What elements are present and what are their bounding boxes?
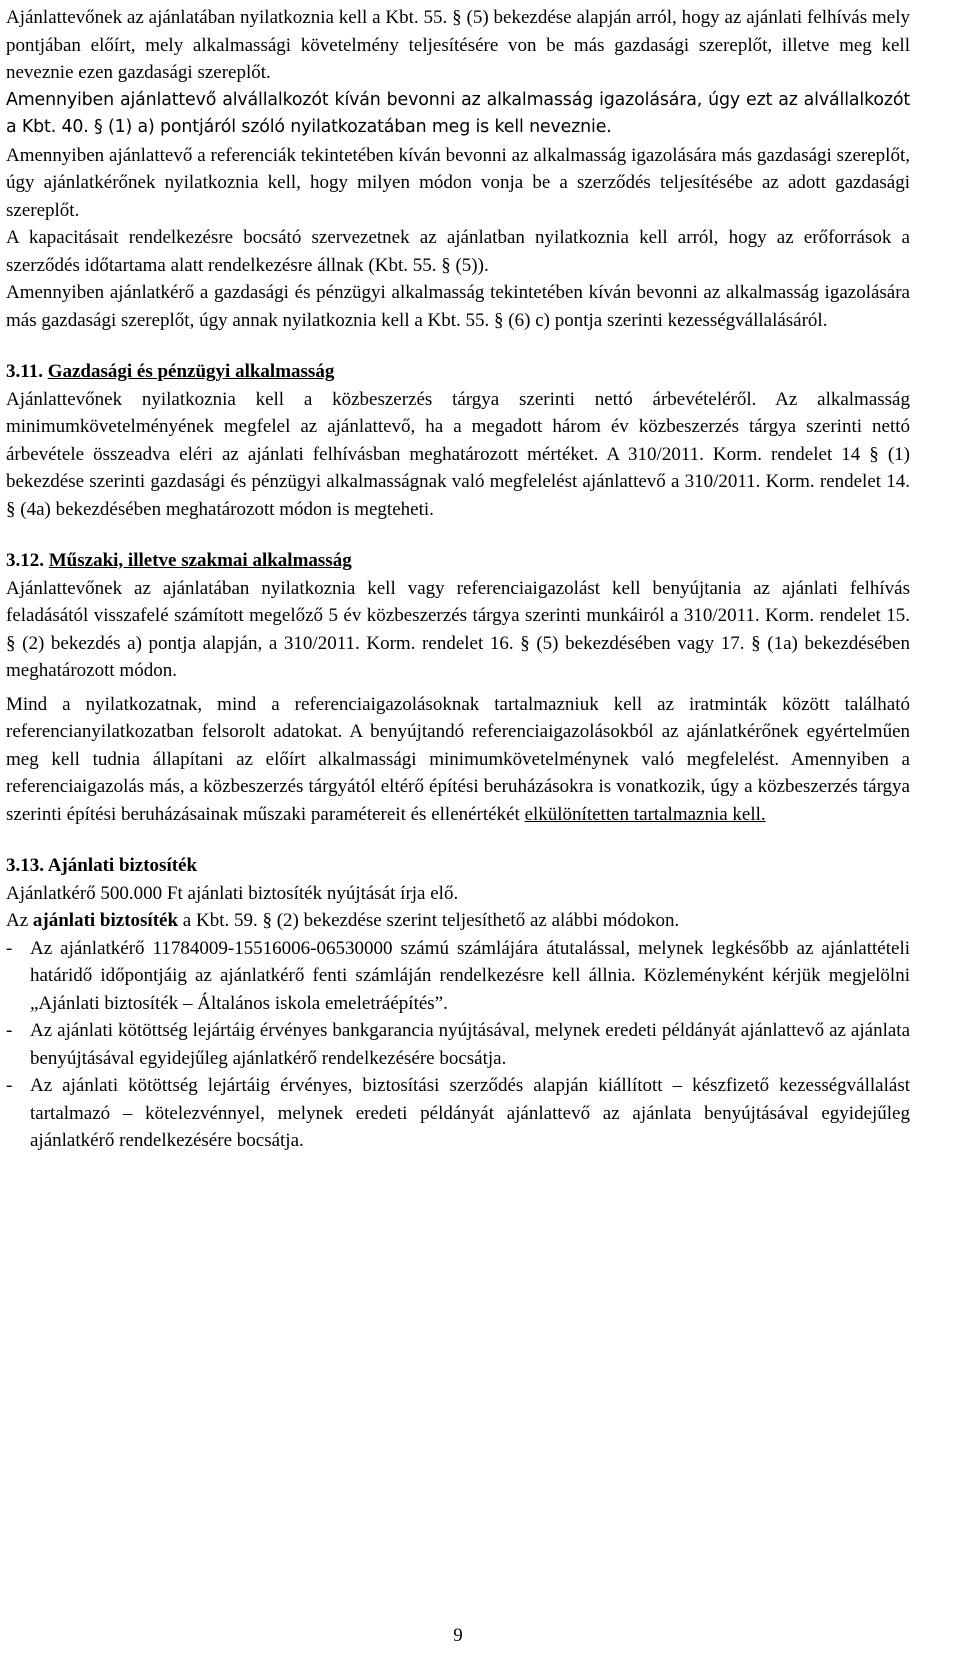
- section-3-13-heading: [6, 852, 910, 880]
- section-title: Műszaki, illetve szakmai alkalmasság: [48, 550, 352, 571]
- section-3-11-body: Ajánlattevőnek nyilatkoznia kell a közbeszerzés tárgya szerinti nettó árbevételéről. Az alkalmasság minimumkövetelményének megfelel az ajánlattevő, ha a megadott három év közbeszerzés tárgya szerinti nettó árbevétele összeadva eléri az ajánlati felhívásban meghatározott mértéket. A 310/2011. Korm. rendelet 14 § (1) bekezdése szerinti gazdasági és pénzügyi alkalmasságnak való megfelelést ajánlattevő a 310/2011. Korm. rendelet 14. § (4a) bekezdésében meghatározott módon is megteheti.: [6, 388, 910, 520]
- intro-paragraph-4: A kapacitásait rendelkezésre bocsátó szervezetnek az ajánlatban nyilatkoznia kell arról, hogy az erőforrások a szerződés időtartama alatt rendelkezésre állnak (Kbt. 55. § (5)).: [6, 227, 910, 276]
- section-3-11-heading: [6, 358, 910, 386]
- section-title: Ajánlati biztosíték: [47, 855, 198, 876]
- section-3-12-body-1: Ajánlattevőnek az ajánlatában nyilatkoznia kell vagy referenciaigazolást kell benyújtania az ajánlati felhívás feladásától visszafelé számított megelőző 5 év közbeszerzés tárgya szerinti munkáiról a 310/2011. Korm. rendelet 15. § (2) bekezdés a) pontja alapján, a 310/2011. Korm. rendelet 16. § (5) bekezdésében vagy 17. § (1a) bekezdésében meghatározott módon.: [6, 577, 910, 681]
- bullet-marker: -: [6, 937, 13, 959]
- list-item: [6, 935, 910, 1018]
- list-item-text: Az ajánlati kötöttség lejártáig érvényes bankgarancia nyújtásával, melynek eredeti példányát ajánlattevő az ajánlata benyújtásával egyidejűleg ajánlatkérő rendelkezésére bocsátja.: [30, 1020, 910, 1069]
- intro-paragraph-5: Amennyiben ajánlatkérő a gazdasági és pénzügyi alkalmasság tekintetében kíván bevonni az alkalmasság igazolására más gazdasági szereplőt, úgy annak nyilatkoznia kell a Kbt. 55. § (6) c) pontja szerinti kezességvállalásáról.: [6, 282, 910, 331]
- list-item-text: Az ajánlati kötöttség lejártáig érvényes, biztosítási szerződés alapján kiállított – készfizető kezességvállalást tartalmazó – kötelezvénnyel, melynek eredeti példányát ajánlattevő az ajánlata benyújtásával egyidejűleg ajánlatkérő rendelkezésére bocsátja.: [30, 1075, 910, 1151]
- text: Az: [6, 910, 33, 931]
- page-number: 9: [453, 1625, 463, 1646]
- section-number: 3.13.: [6, 855, 44, 876]
- text: a Kbt. 59. § (2) bekezdése szerint teljesíthető az alábbi módokon.: [178, 910, 680, 931]
- intro-paragraph-2: Amennyiben ajánlattevő alvállalkozót kíván bevonni az alkalmasság igazolására, úgy ezt az alvállalkozót a Kbt. 40. § (1) a) pontjáról szóló nyilatkozatában meg is kell neveznie.: [6, 89, 910, 137]
- underlined-text: elkülönítetten tartalmaznia kell.: [524, 803, 766, 825]
- bullet-marker: -: [6, 1075, 13, 1096]
- intro-paragraph-3: Amennyiben ajánlattevő a referenciák tekintetében kíván bevonni az alkalmasság igazolására más gazdasági szereplőt, úgy ajánlatkérőnek nyilatkoznia kell, hogy milyen módon vonja be a szerződés teljesítésébe az adott gazdasági szereplőt.: [6, 144, 910, 221]
- list-item: [6, 1017, 910, 1072]
- section-3-13-line-1: Ajánlatkérő 500.000 Ft ajánlati biztosíték nyújtását írja elő.: [6, 882, 459, 904]
- list-item: [6, 1072, 910, 1155]
- section-3-12-body-2: [6, 685, 910, 829]
- section-3-13-line-2: [6, 907, 910, 935]
- list-item-text: Az ajánlatkérő 11784009-15516006-06530000 számú számlájára átutalással, melynek legkésőbb az ajánlattételi határidő időpontjáig az ajánlatkérő fenti számláján rendelkezésre kell állnia. Közleményként kérjük megjelölni „Ajánlati biztosíték – Általános iskola emeletráépítés”.: [30, 937, 910, 1014]
- document-page: [6, 4, 910, 1155]
- section-3-12-heading: [6, 547, 910, 575]
- body-text: Mind a nyilatkozatnak, mind a referenciaigazolásoknak tartalmazniuk kell az iratminták között található referencianyilatkozatban felsorolt adatokat. A benyújtandó referenciaigazolásokból az ajánlatkérőnek egyértelműen meg kell tudnia állapítani az előírt alkalmassági minimumkövetelménynek való megfelelést. Amennyiben a referenciaigazolás más, a közbeszerzés tárgyától eltérő építési beruházásokra is vonatkozik, úgy a közbeszerzés tárgya szerinti építési beruházásainak műszaki paramétereit és ellenértékét: [6, 693, 910, 825]
- bullet-marker: -: [6, 1020, 13, 1041]
- section-number: 3.12.: [6, 550, 44, 571]
- bold-text: ajánlati biztosíték: [32, 910, 179, 931]
- section-title: Gazdasági és pénzügyi alkalmasság: [47, 361, 335, 382]
- section-number: 3.11.: [6, 361, 43, 382]
- intro-paragraph-1: Ajánlattevőnek az ajánlatában nyilatkoznia kell a Kbt. 55. § (5) bekezdése alapján arról, hogy az ajánlati felhívás mely pontjában előírt, mely alkalmassági követelmény teljesítésére von be más gazdasági szereplőt, illetve meg kell neveznie ezen gazdasági szereplőt.: [6, 7, 910, 83]
